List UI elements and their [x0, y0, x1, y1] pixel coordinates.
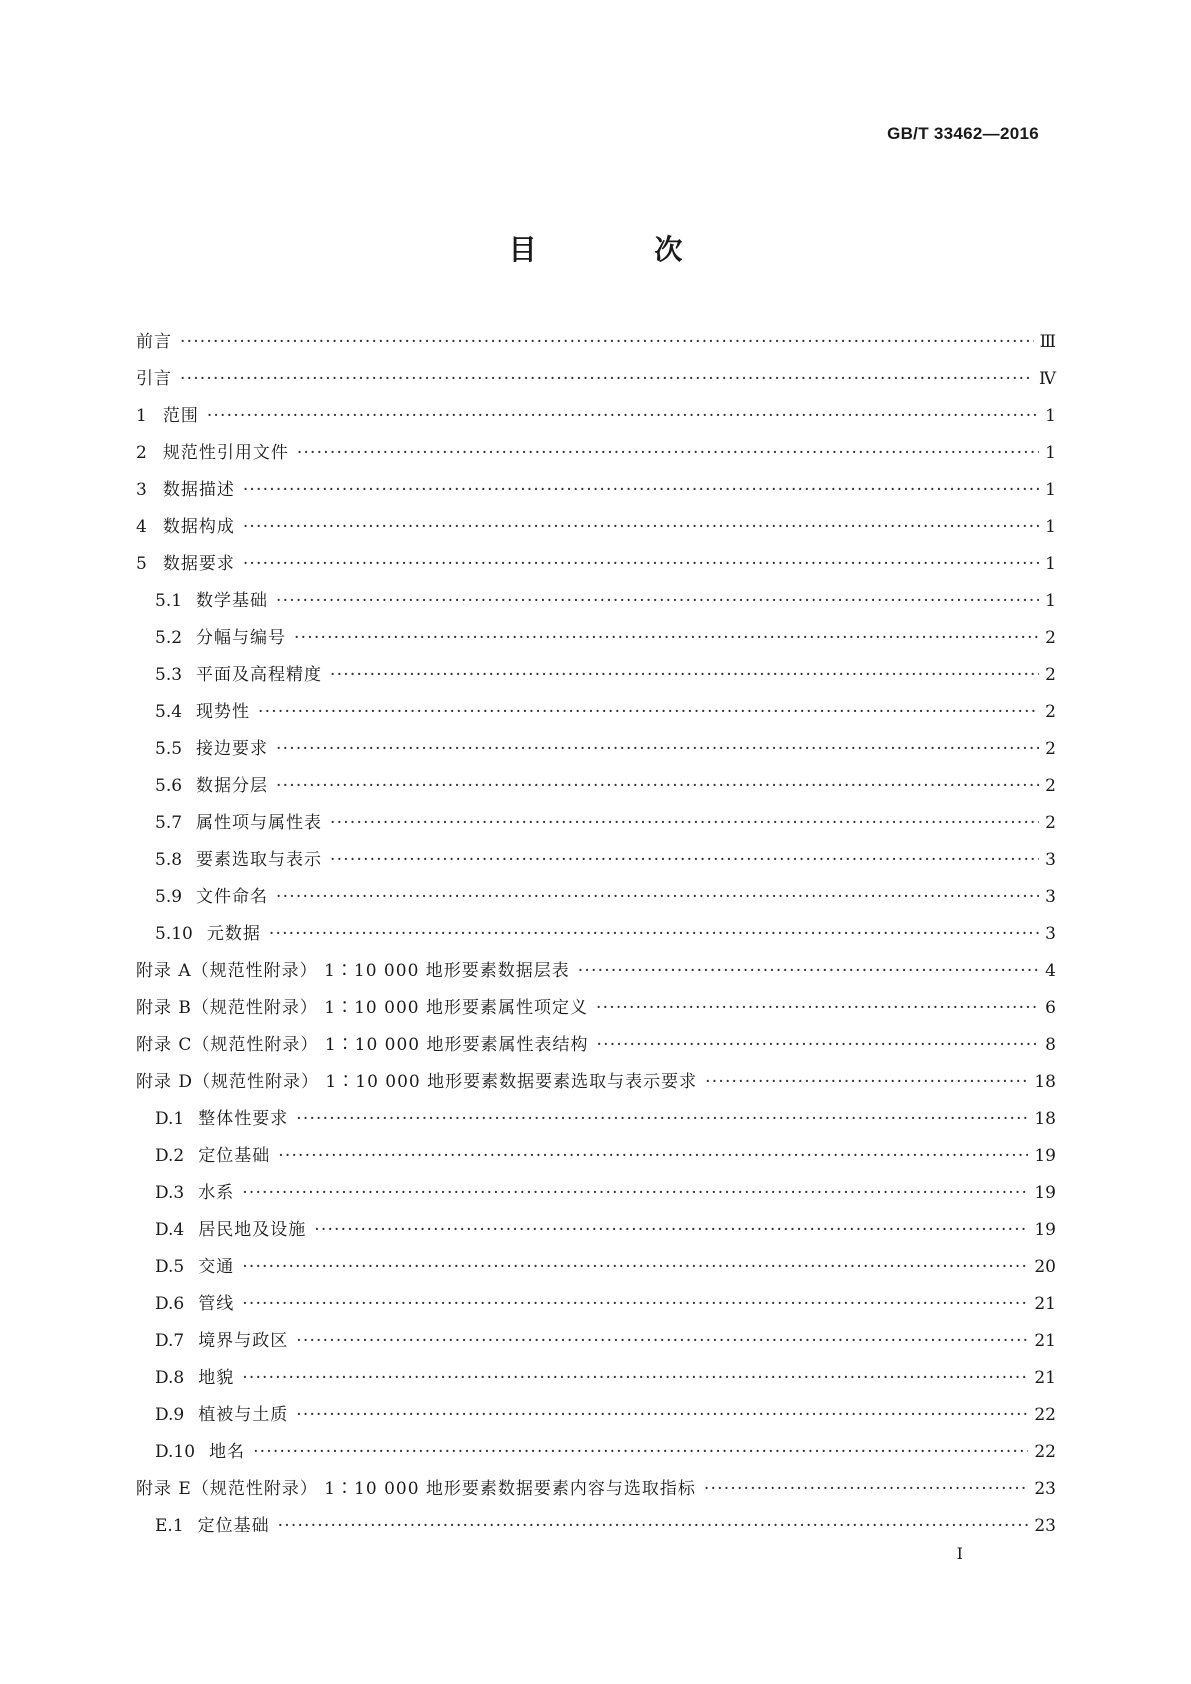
dot-leader: [578, 961, 1039, 981]
toc-entry-number: 5.7: [155, 813, 183, 833]
toc-entry-page: 3: [1045, 850, 1056, 870]
toc-entry-page: Ⅲ: [1039, 332, 1056, 352]
toc-entry-page: 3: [1045, 924, 1056, 944]
toc-entry-number: 2: [136, 443, 147, 463]
toc-entry[interactable]: [136, 1252, 1056, 1289]
toc-entry-label: 附录 A（规范性附录） 1∶10 000 地形要素数据层表: [136, 961, 570, 981]
toc-entry-number: D.6: [155, 1294, 185, 1314]
toc-entry-label: 水系: [198, 1183, 235, 1203]
toc-entry-label: 境界与政区: [198, 1331, 289, 1351]
toc-entry-label: 定位基础: [197, 1516, 270, 1536]
toc-entry-label: 定位基础: [198, 1146, 271, 1166]
toc-entry[interactable]: [136, 1289, 1056, 1326]
toc-entry-page: 19: [1034, 1183, 1056, 1203]
toc-entry-page: 23: [1034, 1516, 1056, 1536]
dot-leader: [243, 480, 1039, 500]
toc-entry-number: 5.4: [155, 702, 183, 722]
toc-entry-page: 22: [1034, 1442, 1056, 1462]
toc-entry-page: 8: [1045, 1035, 1056, 1055]
toc-entry[interactable]: [136, 1030, 1056, 1067]
toc-entry-page: 22: [1034, 1405, 1056, 1425]
toc-entry-label: 数据构成: [162, 517, 235, 537]
toc-entry-number: 5.8: [155, 850, 183, 870]
toc-entry-number: D.2: [155, 1146, 185, 1166]
toc-entry-number: D.4: [155, 1220, 185, 1240]
toc-entry-page: 1: [1045, 591, 1056, 611]
toc-entry[interactable]: [136, 1104, 1056, 1141]
toc-entry-label: 元数据: [206, 924, 261, 944]
dot-leader: [242, 1257, 1028, 1277]
toc-entry-page: 1: [1045, 406, 1056, 426]
dot-leader: [705, 1072, 1028, 1092]
toc-entry-page: 21: [1034, 1368, 1056, 1388]
toc-entry-number: D.3: [155, 1183, 185, 1203]
toc-entry-number: D.9: [155, 1405, 185, 1425]
toc-entry[interactable]: [136, 1363, 1056, 1400]
toc-entry[interactable]: [136, 771, 1056, 808]
toc-entry[interactable]: [136, 401, 1056, 438]
toc-entry-page: 19: [1034, 1146, 1056, 1166]
dot-leader: [597, 1035, 1040, 1055]
toc-entry-label: 数据要求: [162, 554, 235, 574]
dot-leader: [596, 998, 1039, 1018]
toc-entry-page: 23: [1034, 1479, 1056, 1499]
toc-entry-number: 5.2: [155, 628, 183, 648]
toc-entry-page: Ⅳ: [1039, 369, 1056, 389]
toc-entry-page: 1: [1045, 554, 1056, 574]
dot-leader: [269, 924, 1039, 944]
dot-leader: [276, 776, 1039, 796]
dot-leader: [276, 887, 1039, 907]
toc-entry-number: 5.10: [155, 924, 193, 944]
toc-entry-label: 文件命名: [196, 887, 269, 907]
toc-entry-label: 地貌: [198, 1368, 235, 1388]
toc-entry-number: 3: [136, 480, 147, 500]
toc-entry[interactable]: [136, 586, 1056, 623]
toc-entry-label: 地名: [209, 1442, 246, 1462]
toc-entry-number: D.7: [155, 1331, 185, 1351]
toc-entry-label: 要素选取与表示: [196, 850, 323, 870]
toc-entry-label: 管线: [198, 1294, 235, 1314]
toc-entry-label: 范围: [162, 406, 199, 426]
dot-leader: [242, 1368, 1028, 1388]
toc-entry-page: 2: [1045, 702, 1056, 722]
toc-entry-page: 3: [1045, 887, 1056, 907]
dot-leader: [207, 406, 1039, 426]
toc-entry-number: 4: [136, 517, 147, 537]
dot-leader: [243, 517, 1039, 537]
toc-entry-label: 属性项与属性表: [196, 813, 323, 833]
toc-entry[interactable]: [136, 734, 1056, 771]
toc-entry-page: 20: [1034, 1257, 1056, 1277]
toc-entry-page: 18: [1034, 1072, 1056, 1092]
toc-entry-page: 2: [1045, 776, 1056, 796]
dot-leader: [330, 813, 1039, 833]
toc-entry[interactable]: [136, 1400, 1056, 1437]
toc-entry[interactable]: [136, 364, 1056, 401]
toc-entry[interactable]: [136, 1326, 1056, 1363]
toc-entry[interactable]: [136, 512, 1056, 549]
toc-entry-page: 1: [1045, 443, 1056, 463]
toc-entry-page: 19: [1034, 1220, 1056, 1240]
toc-entry-number: 5.5: [155, 739, 183, 759]
toc-entry[interactable]: [136, 327, 1056, 364]
dot-leader: [276, 739, 1039, 759]
table-of-contents: [136, 327, 1056, 1548]
toc-entry-page: 21: [1034, 1294, 1056, 1314]
toc-entry-page: 1: [1045, 480, 1056, 500]
toc-entry-label: 现势性: [196, 702, 251, 722]
toc-entry-page: 6: [1045, 998, 1056, 1018]
dot-leader: [242, 1183, 1028, 1203]
dot-leader: [296, 1331, 1028, 1351]
toc-entry-number: 1: [136, 406, 147, 426]
toc-entry-page: 2: [1045, 813, 1056, 833]
toc-entry-label: 数据分层: [196, 776, 269, 796]
toc-entry-number: E.1: [155, 1516, 184, 1536]
dot-leader: [253, 1442, 1028, 1462]
toc-entry-label: 交通: [198, 1257, 235, 1277]
toc-entry-label: 数据描述: [162, 480, 235, 500]
toc-entry-number: 5: [136, 554, 147, 574]
dot-leader: [297, 443, 1039, 463]
toc-entry-label: 附录 E（规范性附录） 1∶10 000 地形要素数据要素内容与选取指标: [136, 1479, 696, 1499]
toc-entry-page: 4: [1045, 961, 1056, 981]
toc-entry-page: 2: [1045, 628, 1056, 648]
dot-leader: [243, 554, 1039, 574]
toc-entry[interactable]: [136, 993, 1056, 1030]
toc-entry-label: 接边要求: [196, 739, 269, 759]
toc-entry-number: 5.1: [155, 591, 183, 611]
dot-leader: [276, 591, 1039, 611]
dot-leader: [704, 1479, 1028, 1499]
dot-leader: [294, 628, 1039, 648]
dot-leader: [258, 702, 1039, 722]
toc-entry-number: D.1: [155, 1109, 185, 1129]
toc-entry-label: 附录 C（规范性附录） 1∶10 000 地形要素属性表结构: [136, 1035, 589, 1055]
toc-entry-label: 分幅与编号: [196, 628, 287, 648]
toc-entry-page: 21: [1034, 1331, 1056, 1351]
toc-entry-number: D.8: [155, 1368, 185, 1388]
toc-entry[interactable]: [136, 956, 1056, 993]
toc-entry-label: 数学基础: [196, 591, 269, 611]
toc-entry-label: 居民地及设施: [198, 1220, 307, 1240]
toc-entry-label: 植被与土质: [198, 1405, 289, 1425]
toc-entry-label: 附录 D（规范性附录） 1∶10 000 地形要素数据要素选取与表示要求: [136, 1072, 698, 1092]
toc-entry[interactable]: [136, 1067, 1056, 1104]
toc-entry-label: 前言: [136, 332, 172, 352]
toc-entry[interactable]: [136, 1511, 1056, 1548]
toc-entry[interactable]: [136, 438, 1056, 475]
toc-entry-label: 引言: [136, 369, 172, 389]
toc-entry[interactable]: [136, 1474, 1056, 1511]
dot-leader: [296, 1109, 1028, 1129]
toc-entry-number: 5.3: [155, 665, 183, 685]
dot-leader: [296, 1405, 1028, 1425]
dot-leader: [278, 1516, 1029, 1536]
dot-leader: [180, 332, 1034, 352]
toc-entry[interactable]: [136, 1178, 1056, 1215]
toc-entry[interactable]: [136, 623, 1056, 660]
toc-entry-number: 5.6: [155, 776, 183, 796]
page-title: 目 次: [508, 233, 737, 266]
page-number: Ⅰ: [956, 1544, 963, 1563]
standard-code: GB/T 33462—2016: [887, 124, 1039, 143]
toc-entry-page: 2: [1045, 739, 1056, 759]
dot-leader: [330, 665, 1039, 685]
toc-entry[interactable]: [136, 660, 1056, 697]
toc-entry-label: 整体性要求: [198, 1109, 289, 1129]
toc-entry-number: D.5: [155, 1257, 185, 1277]
toc-entry-page: 2: [1045, 665, 1056, 685]
toc-entry-label: 平面及高程精度: [196, 665, 323, 685]
dot-leader: [314, 1220, 1028, 1240]
toc-entry[interactable]: [136, 882, 1056, 919]
toc-entry[interactable]: [136, 919, 1056, 956]
dot-leader: [242, 1294, 1028, 1314]
toc-entry[interactable]: [136, 1437, 1056, 1474]
toc-entry[interactable]: [136, 1215, 1056, 1252]
dot-leader: [278, 1146, 1028, 1166]
dot-leader: [330, 850, 1039, 870]
toc-entry-label: 规范性引用文件: [162, 443, 289, 463]
toc-entry-page: 18: [1034, 1109, 1056, 1129]
toc-entry[interactable]: [136, 808, 1056, 845]
toc-entry-number: 5.9: [155, 887, 183, 907]
toc-entry[interactable]: [136, 549, 1056, 586]
toc-entry[interactable]: [136, 845, 1056, 882]
toc-entry-page: 1: [1045, 517, 1056, 537]
toc-entry[interactable]: [136, 697, 1056, 734]
toc-entry-number: D.10: [155, 1442, 196, 1462]
dot-leader: [180, 369, 1033, 389]
toc-entry[interactable]: [136, 475, 1056, 512]
toc-entry-label: 附录 B（规范性附录） 1∶10 000 地形要素属性项定义: [136, 998, 589, 1018]
toc-entry[interactable]: [136, 1141, 1056, 1178]
